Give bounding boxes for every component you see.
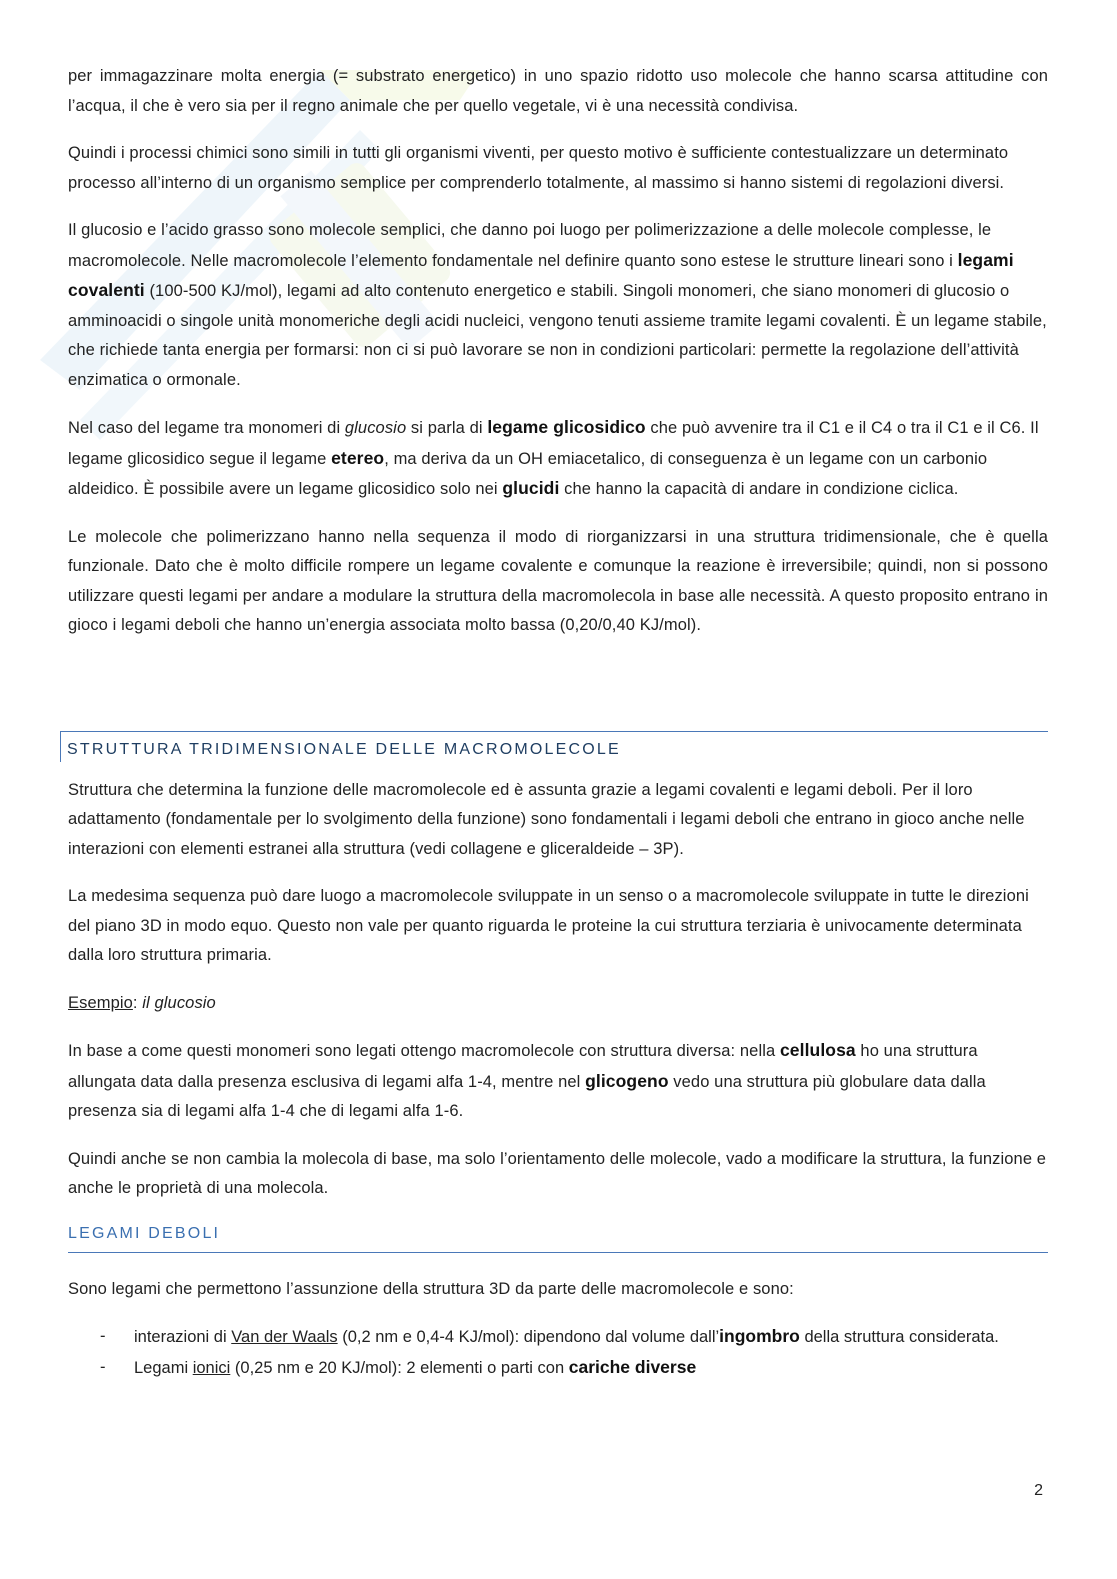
paragraph-example [68, 989, 1048, 1019]
page-number: 2 [1034, 1482, 1043, 1499]
list-item [100, 1353, 1048, 1384]
paragraph-glycosidic-bond [68, 413, 1048, 505]
text-run: si parla di [406, 419, 488, 437]
example-label: Esempio [68, 993, 133, 1012]
keyword-glicogeno: glicogeno [585, 1070, 669, 1091]
text-run: (0,25 nm e 20 KJ/mol): 2 elementi o parti con [230, 1358, 569, 1377]
text-run: ho una struttura allungata data dalla presenza esclusiva di legami alfa 1-4, mentre nel [68, 1042, 978, 1091]
paragraph-conclusion: Quindi anche se non cambia la molecola di base, ma solo l’orientamento delle molecole, vado a modificare la struttura, la funzione e anche le proprietà di una molecola. [68, 1149, 1047, 1197]
keyword-ingombro: ingombro [719, 1326, 800, 1346]
example-text: il glucosio [142, 993, 216, 1012]
keyword-cariche-diverse: cariche diverse [568, 1356, 697, 1377]
text-run: che hanno la capacità di andare in condizione ciclica. [559, 480, 959, 498]
underlined-ionici: ionici [192, 1358, 231, 1377]
text-run: vedo una struttura più globulare data dalla presenza sia di legami alfa 1-4 che di legami alfa 1-6. [68, 1072, 986, 1120]
keyword-glucidi: glucidi [502, 478, 560, 498]
keyword-etereo: etereo [331, 447, 385, 468]
dash-bullet: - [100, 1357, 106, 1376]
keyword-legami-covalenti: legami covalenti [68, 249, 1014, 300]
section-heading-text: STRUTTURA TRIDIMENSIONALE DELLE MACROMOLECOLE [67, 740, 621, 758]
text-run: interazioni di [134, 1328, 232, 1346]
paragraph-covalent-bonds [68, 216, 1048, 395]
keyword-cellulosa: cellulosa [779, 1040, 856, 1060]
text-run: (0,2 nm e 0,4-4 KJ/mol): dipendono dal volume dall’ [337, 1328, 720, 1346]
paragraph-structure-1: Struttura che determina la funzione delle macromolecole ed è assunta grazie a legami covalenti e legami deboli. Per il loro adattamento (fondamentale per lo svolgimento della funzione) sono fondamentali i legami deboli che entrano in gioco anche nelle interazioni con elementi estranei alla struttura (vedi collagene e gliceraldeide – 3P). [68, 780, 1025, 858]
text-run: Legami [134, 1358, 193, 1377]
section-heading-weak-bonds [68, 1222, 1048, 1253]
text-run: Il glucosio e l’acido grasso sono molecole semplici, che danno poi luogo per polimerizzazione a delle molecole complesse, le macromolecole. Nelle macromolecole l’elemento fondamentale nel definire quanto sono estese le strutture lineari sono i [68, 221, 992, 270]
keyword-legame-glicosidico: legame glicosidico [487, 417, 646, 437]
list-item [100, 1322, 1048, 1353]
weak-bonds-list [68, 1322, 1048, 1383]
text-run: In base a come questi monomeri sono legati ottengo macromolecole con struttura diversa: nella [68, 1042, 780, 1060]
dash-bullet: - [100, 1327, 106, 1345]
paragraph-intro-2: Quindi i processi chimici sono simili in tutti gli organismi viventi, per questo motivo è sufficiente contestualizzare un determinato processo all’interno di un organismo semplice per comprenderlo totalmente, al massimo si hanno sistemi di regolazioni diversi. [68, 144, 1009, 192]
example-separator: : [132, 993, 143, 1012]
text-run: Nel caso del legame tra monomeri di [68, 419, 345, 437]
paragraph-intro-1: per immagazzinare molta energia (= substrato energetico) in uno spazio ridotto uso molecole che hanno scarsa attitudine con l’acqua, il che è vero sia per il regno animale che per quello vegetale, vi è una necessità condivisa. [68, 67, 1048, 115]
text-run: (100-500 KJ/mol), legami ad alto contenuto energetico e stabili. Singoli monomeri, che siano monomeri di glucosio o amminoacidi o singole unità monomeriche degli acidi nucleici, vengono tenuti assieme tramite legami covalenti. È un legame stabile, che richiede tanta energia per formarsi: non ci si può lavorare se non in condizioni particolari: permette la regolazione dell’attività enzimatica o ormonale. [68, 282, 1047, 389]
section-heading-text: LEGAMI DEBOLI [68, 1224, 221, 1242]
text-run: che può avvenire tra il C1 e il C4 o tra il C1 e il C6. Il legame glicosidico segue il legame [68, 419, 1039, 468]
section-heading-structure [60, 731, 1048, 762]
text-run: della struttura considerata. [799, 1328, 999, 1346]
document-body [68, 62, 1048, 1383]
italic-glucosio: glucosio [344, 419, 407, 437]
paragraph-polymerization: Le molecole che polimerizzano hanno nella sequenza il modo di riorganizzarsi in una struttura tridimensionale, che è quella funzionale. Dato che è molto difficile rompere un legame covalente e comunque la reazione è irreversibile; quindi, non si possono utilizzare questi legami per andare a modulare la struttura della macromolecola in base alle necessità. A questo proposito entrano in gioco i legami deboli che hanno un’energia associata molto bassa (0,20/0,40 KJ/mol). [68, 527, 1048, 634]
paragraph-weak-bonds-intro: Sono legami che permettono l’assunzione della struttura 3D da parte delle macromolecole e sono: [68, 1279, 794, 1298]
underlined-van-der-waals: Van der Waals [231, 1328, 338, 1346]
text-run: , ma deriva da un OH emiacetalico, di conseguenza è un legame con un carbonio aldeidico. È possibile avere un legame glicosidico solo nei [68, 449, 988, 498]
paragraph-structure-2: La medesima sequenza può dare luogo a macromolecole sviluppate in un senso o a macromolecole sviluppate in tutte le direzioni del piano 3D in modo equo. Questo non vale per quanto riguarda le proteine la cui struttura terziaria è univocamente determinata dalla loro struttura primaria. [68, 887, 1029, 964]
paragraph-cellulose-glycogen [68, 1036, 1048, 1127]
